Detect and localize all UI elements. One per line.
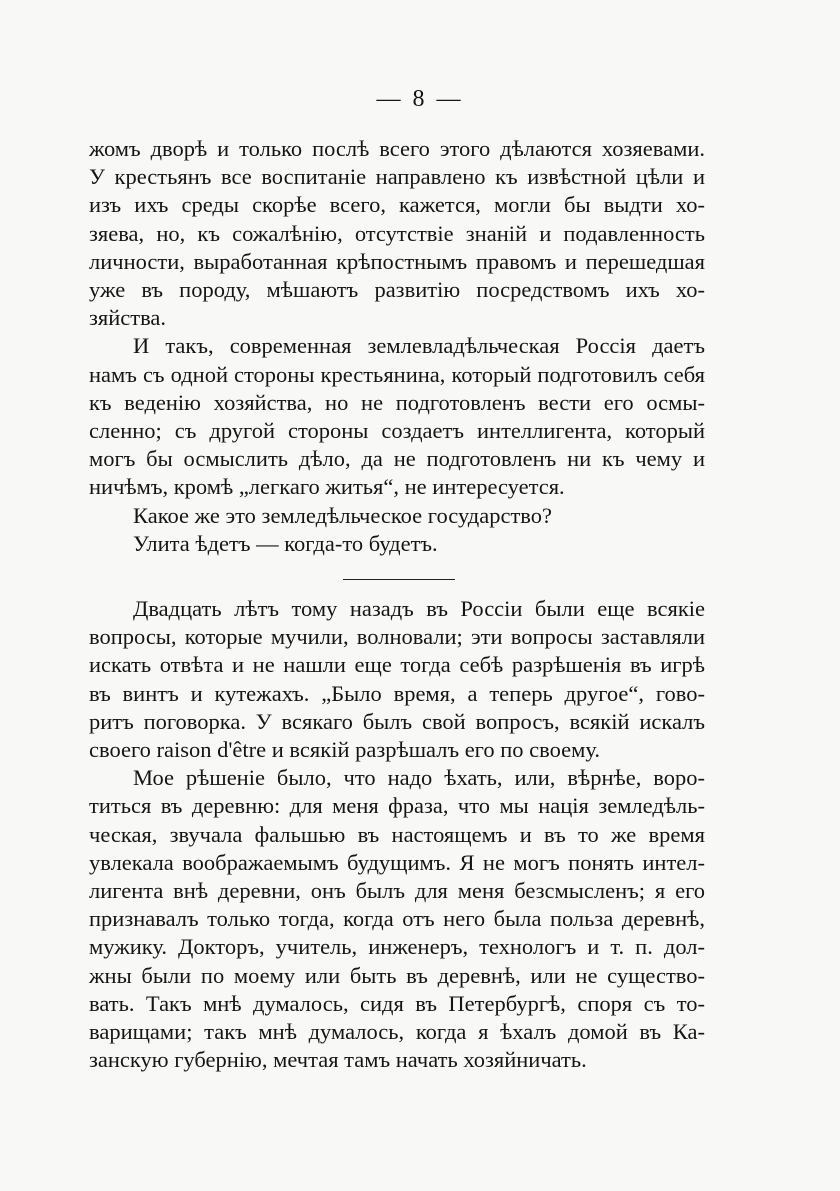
text-line: жны были по моему или быть въ деревнѣ, или не существо- bbox=[89, 962, 705, 988]
text-line: жомъ дворѣ и только послѣ всего этого дѣлаются хозяевами. bbox=[89, 136, 705, 161]
text-line: увлекала воображаемымъ будущимъ. Я не могъ понять интел- bbox=[89, 849, 705, 875]
section-separator bbox=[343, 579, 455, 580]
text-line: Мое рѣшеніе было, что надо ѣхать, или, вѣрнѣе, воро- bbox=[133, 765, 705, 791]
text-line: намъ съ одной стороны крестьянина, который подготовилъ себя bbox=[89, 361, 705, 387]
text-line: Двадцать лѣтъ тому назадъ въ Россіи были еще всякіе bbox=[133, 596, 705, 621]
text-line: мужику. Докторъ, учитель, инженеръ, технологъ и т. п. дол- bbox=[89, 934, 705, 960]
text-line: могъ бы осмыслить дѣло, да не подготовленъ ни къ чему и bbox=[89, 446, 705, 472]
text-line: занскую губернію, мечтая тамъ начать хозяйничать. bbox=[89, 1047, 587, 1073]
text-line: зяйства. bbox=[89, 305, 167, 331]
text-line: Какое же это земледѣльческое государство? bbox=[133, 502, 553, 528]
text-line: ничѣмъ, кромѣ „легкаго житья“, не интересуется. bbox=[89, 474, 565, 500]
text-line: къ веденію хозяйства, но не подготовленъ вести его осмы- bbox=[89, 389, 705, 415]
text-line: въ винтъ и кутежахъ. „Было время, а теперь другое“, гово- bbox=[89, 680, 705, 706]
text-line: признавалъ только тогда, когда отъ него была польза деревнѣ, bbox=[89, 906, 705, 932]
text-line: сленно; съ другой стороны создаетъ интеллигента, который bbox=[89, 418, 705, 444]
page-number: — 8 — bbox=[376, 86, 464, 112]
text-line: У крестьянъ все воспитаніе направлено къ извѣстной цѣли и bbox=[89, 164, 705, 190]
text-line: И такъ, современная землевладѣльческая Россія даетъ bbox=[133, 333, 705, 359]
text-line: уже въ породу, мѣшаютъ развитію посредствомъ ихъ хо- bbox=[89, 277, 705, 303]
text-line: вопросы, которые мучили, волновали; эти вопросы заставляли bbox=[89, 624, 705, 650]
text-section-1 bbox=[89, 135, 705, 558]
text-line: варищами; такъ мнѣ думалось, когда я ѣхалъ домой въ Ка- bbox=[89, 1019, 705, 1045]
text-line: Улита ѣдетъ — когда-то будетъ. bbox=[133, 530, 438, 556]
text-section-2 bbox=[89, 595, 705, 1074]
text-line: лигента внѣ деревни, онъ былъ для меня безсмысленъ; я его bbox=[89, 878, 705, 904]
text-line: личности, выработанная крѣпостнымъ правомъ и перешедшая bbox=[89, 248, 705, 274]
text-line: изъ ихъ среды скорѣе всего, кажется, могли бы выдти хо- bbox=[89, 192, 705, 218]
text-line: титься въ деревню: для меня фраза, что мы нація земледѣль- bbox=[89, 793, 705, 819]
text-line: зяева, но, къ сожалѣнію, отсутствіе знаній и подавленность bbox=[89, 220, 705, 246]
text-line: вать. Такъ мнѣ думалось, сидя въ Петербургѣ, споря съ то- bbox=[89, 990, 705, 1016]
text-line: искать отвѣта и не нашли еще тогда себѣ разрѣшенія въ игрѣ bbox=[89, 652, 705, 678]
text-line: ритъ поговорка. У всякаго былъ свой вопросъ, всякій искалъ bbox=[89, 708, 705, 734]
text-line: своего raison d'être и всякій разрѣшалъ его по своему. bbox=[89, 737, 600, 763]
text-line: ческая, звучала фальшью въ настоящемъ и въ то же время bbox=[89, 821, 705, 847]
